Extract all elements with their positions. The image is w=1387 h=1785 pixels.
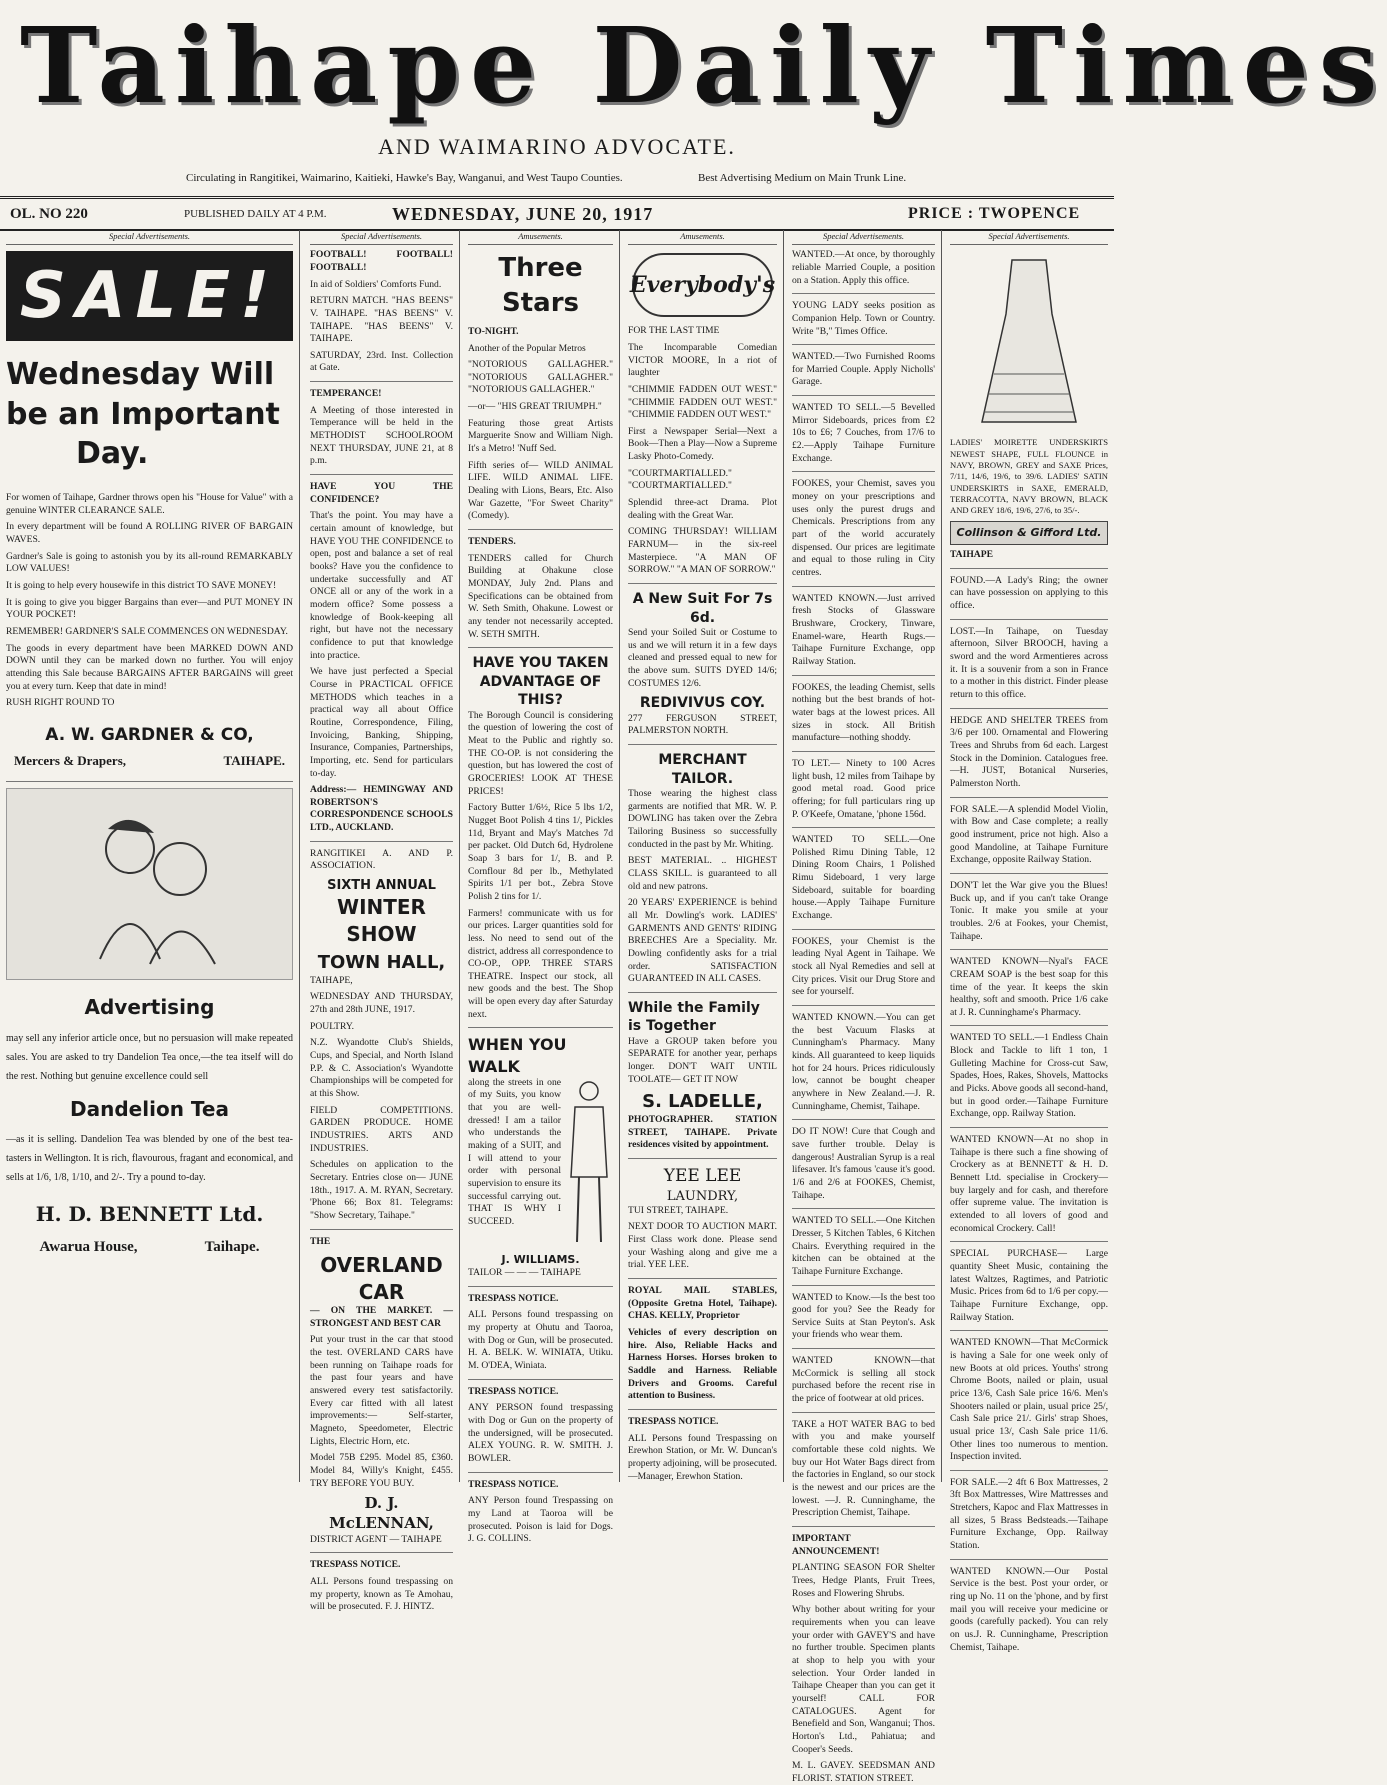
column-4 bbox=[622, 230, 784, 1482]
ad-text: Put your trust in the car that stood the test. OVERLAND CARS have been running on Taihape roads for the past four years and have answered every test satisfactorily. Every car fitted with all latest improvements:— Self-starter, Magneto, Speedometer, Electric Lights, Electric Horn, etc. bbox=[310, 1334, 453, 1447]
ad-heading: LAUNDRY, bbox=[666, 1188, 739, 1204]
ad-heading: S. LADELLE, bbox=[642, 1091, 763, 1113]
divider bbox=[950, 1241, 1108, 1242]
ad-heading: FOOTBALL! FOOTBALL! FOOTBALL! bbox=[310, 249, 453, 273]
ad-heading: TRESPASS NOTICE. bbox=[310, 1559, 401, 1571]
divider bbox=[310, 474, 453, 475]
headline: Day. bbox=[76, 436, 149, 472]
ad-heading: WINTER SHOW bbox=[337, 895, 426, 946]
ad-heading: OVERLAND CAR bbox=[320, 1253, 443, 1304]
ad-text: LADIES' MOIRETTE UNDERSKIRTS NEWEST SHAPE, FULL FLOUNCE in NAVY, BROWN, GREY and SAXE Prices, 7/11, 14/6, 19/6, to 39/6. LADIES' SATIN UNDERSKIRTS in SAXE, EMERALD, TERRACOTTA, NAVY BROWN, BLACK AND GREY 18/6, 19/6, 27/6, to 35/-. bbox=[950, 437, 1108, 516]
newspaper-subtitle: AND WAIMARINO ADVOCATE. bbox=[378, 134, 736, 159]
ad-text: The goods in every department have been MARKED DOWN AND DOWN until they can be marked down no further. You will enjoy attending this Sale because BARGAINS AFTER BARGAINS will greet you at every turn. Keep that date in mind! bbox=[6, 642, 293, 692]
ad-heading: TRESPASS NOTICE. bbox=[468, 1478, 559, 1490]
classified-ad: WANTED.—Two Furnished Rooms for Married Couple. Apply Nicholls' Garage. bbox=[792, 351, 935, 388]
ad-text: The Borough Council is considering the question of lowering the cost of Meat to the Public and rightly so. THE CO-OP. is not considering the question, but has lowered the cost of GROCERIES! LOOK AT THESE PRICES! bbox=[468, 709, 613, 797]
ad-text: That's the point. You may have a certain amount of knowledge, but HAVE YOU THE CONFIDENCE to open, post and balance a set of real books? Have you the confidence to undertake successfully and AT ONCE all or any of the work in a modern office? Some possess a knowledge of Book-keeping all right, but have not the necessary confidence to put that knowledge into practice. bbox=[310, 510, 453, 661]
ad-text: We have just perfected a Special Course in PRACTICAL OFFICE METHODS which teaches in a practical way all about Office Routine, Correspondence, Filing, Invoicing, Banking, Shipping, Insurance, Companies, Partnerships, Importing, etc. Send for particulars to-day. bbox=[310, 666, 453, 779]
ad-text: Splendid three-act Drama. Plot dealing with the Great War. bbox=[628, 497, 777, 521]
divider bbox=[792, 1119, 935, 1120]
classified-ad: WANTED TO SELL.—5 Bevelled Mirror Sideboards, prices from £2 10s to £6; 7 Couches, from 17/6 to £2.—Apply Taihape Furniture Exchange. bbox=[792, 402, 935, 464]
ad-text: Vehicles of every description on hire. Also, Reliable Hacks and Harness Horses. Horses broken to Saddle and Harness. Reliable Drivers and Grooms. Careful attention to Business. bbox=[628, 1326, 777, 1402]
ad-text: M. L. GAVEY. SEEDSMAN AND FLORIST. STATION STREET. bbox=[792, 1760, 935, 1784]
underskirt-icon bbox=[964, 254, 1094, 429]
headline: be an Important bbox=[6, 396, 280, 432]
divider bbox=[792, 675, 935, 676]
ad-text: WEDNESDAY AND THURSDAY, 27th and 28th JUNE, 1917. bbox=[310, 991, 453, 1016]
divider bbox=[792, 1526, 935, 1527]
column-heading: Amusements. bbox=[628, 230, 777, 245]
ad-text: For women of Taihape, Gardner throws open his "House for Value" with a genuine WINTER CLEARANCE SALE. bbox=[6, 492, 293, 516]
ad-heading: Three Stars bbox=[498, 253, 583, 318]
ad-heading: IMPORTANT ANNOUNCEMENT! bbox=[792, 1533, 880, 1557]
column-3 bbox=[462, 230, 620, 1545]
column-6 bbox=[944, 230, 1114, 1653]
ad-heading: TENDERS. bbox=[468, 536, 516, 548]
divider bbox=[6, 781, 293, 782]
underskirt-illustration bbox=[950, 251, 1108, 431]
firm-town: TAIHAPE. bbox=[223, 753, 285, 769]
ad-text: FOR THE LAST TIME bbox=[628, 325, 720, 337]
divider bbox=[792, 1348, 935, 1349]
ad-text: RANGITIKEI A. AND P. ASSOCIATION. bbox=[310, 847, 453, 872]
ad-text: TUI STREET, TAIHAPE. bbox=[628, 1204, 729, 1216]
ad-text: RETURN MATCH. "HAS BEENS" V. TAIHAPE. "HAS BEENS" V. TAIHAPE. "HAS BEENS" V. TAIHAPE. bbox=[310, 295, 453, 345]
divider bbox=[792, 395, 935, 396]
divider bbox=[792, 293, 935, 294]
classified-ad: WANTED.—At once, by thoroughly reliable Married Couple, a position on a Station. Apply this office. bbox=[792, 249, 935, 286]
divider bbox=[310, 381, 453, 382]
ad-heading: REDIVIVUS COY. bbox=[639, 695, 766, 712]
firm-name: A. W. GARDNER & CO, bbox=[45, 724, 254, 745]
ad-heading: SIXTH ANNUAL bbox=[327, 878, 436, 894]
ad-text: It is going to help every housewife in this district TO SAVE MONEY! bbox=[6, 579, 277, 591]
divider bbox=[792, 827, 935, 828]
divider bbox=[792, 1208, 935, 1209]
ad-text: First a Newspaper Serial—Next a Book—Then a Play—Now a Supreme Lasky Photo-Comedy. bbox=[628, 425, 777, 463]
ad-text: In every department will be found A ROLLING RIVER OF BARGAIN WAVES. bbox=[6, 521, 293, 545]
man-in-suit-icon bbox=[565, 1077, 613, 1247]
bennett-town: Taihape. bbox=[204, 1238, 260, 1255]
classified-ad: FOOKES, the leading Chemist, sells nothing but the best brands of hot-water bags at the lowest prices. All sizes in stock. All British manufacture—nothing shoddy. bbox=[792, 681, 935, 744]
column-heading: Special Advertisements. bbox=[310, 230, 453, 245]
ad-heading: TRESPASS NOTICE. bbox=[468, 1292, 559, 1304]
divider bbox=[950, 1559, 1108, 1560]
couple-illustration bbox=[6, 788, 293, 980]
divider bbox=[950, 1470, 1108, 1471]
tea-title: Dandelion Tea bbox=[70, 1096, 229, 1121]
divider bbox=[468, 647, 613, 648]
divider bbox=[792, 751, 935, 752]
ad-text: TAIHAPE bbox=[950, 549, 993, 561]
ad-text: TO-NIGHT. bbox=[468, 325, 519, 337]
firm-trade: Mercers & Drapers, bbox=[14, 753, 127, 769]
sale-banner: SALE! bbox=[6, 251, 293, 341]
divider bbox=[792, 344, 935, 345]
dateline bbox=[0, 196, 1114, 231]
masthead bbox=[0, 0, 1387, 196]
ad-text: N.Z. Wyandotte Club's Shields, Cups, and Special, and North Island P.P. & C. Association's Wyandotte Championships will be competed for at this Show. bbox=[310, 1037, 453, 1100]
divider bbox=[628, 583, 777, 584]
ad-heading: POULTRY. bbox=[310, 1020, 354, 1032]
ad-text: Those wearing the highest class garments are notified that MR. W. P. DOWLING has taken over the Zebra Tailoring Business so successfully conducted in the past by Mr. Whiting. bbox=[628, 787, 777, 850]
advertising-title: Advertising bbox=[84, 995, 215, 1020]
classified-ad: LOST.—In Taihape, on Tuesday afternoon, Silver BROOCH, having a sword and the word Armentieres across it. It is a souvenir from a son in France to a mother in this district. Finder please return to this office. bbox=[950, 625, 1108, 701]
ad-text: REMEMBER! GARDNER'S SALE COMMENCES ON WEDNESDAY. bbox=[6, 625, 288, 637]
ad-text: ANY PERSON found trespassing with Dog or Gun on the property of the undersigned, will be prosecuted. ALEX YOUNG. R. W. SMITH. J. BOWLER. bbox=[468, 1402, 613, 1465]
ad-text: In aid of Soldiers' Comforts Fund. bbox=[310, 278, 442, 290]
divider bbox=[310, 1229, 453, 1230]
ad-text: TAIHAPE, bbox=[310, 974, 353, 986]
divider bbox=[950, 797, 1108, 798]
classified-ad: WANTED KNOWN.—You can get the best Vacuum Flasks at Cunningham's Pharmacy. Many kinds. All guaranteed to keep liquids hot for 24 hours. Prices ridiculously low, cannot be bought cheaper anywhere in New Zealand.—J. R. Cunninghame, Chemist, Taihape. bbox=[792, 1012, 935, 1112]
firm-line bbox=[14, 752, 285, 769]
column-heading: Special Advertisements. bbox=[6, 230, 293, 245]
ad-text: along the streets in one of my Suits, you know that you are well-dressed! I am a tailor who understands the making of a SUIT, and I will attend to your order with personal supervision to ensure its successful carrying out. THAT IS WHY I SUCCEED. bbox=[468, 1076, 561, 1227]
ad-text: COMING THURSDAY! WILLIAM FARNUM— in the six-reel Masterpiece. "A MAN OF SORROW." "A MAN OF SORROW." bbox=[628, 526, 777, 576]
volume-number: OL. NO 220 bbox=[10, 206, 88, 222]
walk-ad bbox=[468, 1077, 613, 1247]
divider bbox=[950, 619, 1108, 620]
ad-text: Featuring those great Artists Marguerite Snow and William Nigh. It's a Metro! 'Nuff Sed. bbox=[468, 417, 613, 455]
ad-text: TENDERS called for Church Building at Ohakune close MONDAY, July 2nd. Plans and Specifications can be obtained from W. Seth Smith, Ohakune. Lowest or any tender not necessarily accepted. W. SETH SMITH. bbox=[468, 552, 613, 640]
classified-ad: TAKE a HOT WATER BAG to bed with you and make yourself comfortable these cold nights. We buy our Hot Water Bags direct from the factories in England, so our stock is the newest and our prices are the lowest. —J. R. Cunninghame, the Prescription Chemist, Taihape. bbox=[792, 1418, 935, 1519]
classified-ad: WANTED KNOWN—Nyal's FACE CREAM SOAP is the best soap for this time of the year. It keeps the skin healthy, soft and smooth. Price 1/6 cake at J. R. Cunninghame's Pharmacy. bbox=[950, 956, 1108, 1018]
ad-heading: TRESPASS NOTICE. bbox=[468, 1385, 559, 1397]
divider bbox=[792, 1412, 935, 1413]
ad-text: PLANTING SEASON FOR Shelter Trees, Hedge Plants, Fruit Trees, Roses and Flowering Shrubs. bbox=[792, 1562, 935, 1599]
ad-heading: HAVE YOU THE CONFIDENCE? bbox=[310, 481, 453, 505]
column-1 bbox=[0, 230, 300, 1482]
divider bbox=[468, 1027, 613, 1028]
ad-text: "NOTORIOUS GALLAGHER." "NOTORIOUS GALLAGHER." "NOTORIOUS GALLAGHER." bbox=[468, 359, 613, 396]
circulation-line: Circulating in Rangitikei, Waimarino, Kaitieki, Hawke's Bay, Wanganui, and West Taupo Counties. bbox=[186, 172, 623, 184]
ad-text: Another of the Popular Metros bbox=[468, 342, 586, 354]
ad-heading: While the Family is Together bbox=[628, 999, 760, 1035]
ad-heading: TEMPERANCE! bbox=[310, 388, 382, 400]
ad-text: "CHIMMIE FADDEN OUT WEST." "CHIMMIE FADDEN OUT WEST." "CHIMMIE FADDEN OUT WEST." bbox=[628, 383, 777, 421]
divider bbox=[792, 929, 935, 930]
ad-text: TAILOR — — — TAIHAPE bbox=[468, 1267, 581, 1279]
classified-ad: WANTED to Know.—Is the best too good for you? See the Ready for Service Suits at Stan Peyton's. Ask your friends who wear them. bbox=[792, 1291, 935, 1341]
ad-text: Gardner's Sale is going to astonish you by its all-round REMARKABLY LOW VALUES! bbox=[6, 550, 293, 575]
ad-text: It is going to give you bigger Bargains than ever—and PUT MONEY IN YOUR POCKET! bbox=[6, 596, 293, 621]
divider bbox=[468, 529, 613, 530]
classified-ad: FOUND.—A Lady's Ring; the owner can have possession on applying to this office. bbox=[950, 574, 1108, 612]
divider bbox=[792, 1005, 935, 1006]
classified-ad: WANTED KNOWN—that McCormick is selling all stock purchased before the recent rise in the price of footwear at old prices. bbox=[792, 1355, 935, 1405]
ad-text: DISTRICT AGENT — TAIHAPE bbox=[310, 1533, 442, 1545]
ad-heading: THE bbox=[310, 1235, 331, 1247]
divider bbox=[950, 873, 1108, 874]
classified-ad: WANTED TO SELL.—One Polished Rimu Dining Table, 12 Dining Room Chairs, 1 Polished Rimu Sideboard, 1 very large Sideboard, suitable for boarding house.—Apply Taihape Furniture Exchange. bbox=[792, 834, 935, 922]
collinson-logo: Collinson & Gifford Ltd. bbox=[950, 521, 1108, 546]
couple-icon bbox=[50, 799, 250, 969]
divider bbox=[950, 568, 1108, 569]
column-2 bbox=[304, 230, 460, 1613]
bennett-address: Awarua House, bbox=[39, 1238, 138, 1255]
ad-heading: A New Suit For 7s 6d. bbox=[632, 591, 773, 626]
divider bbox=[792, 471, 935, 472]
classified-ad: DO IT NOW! Cure that Cough and save further trouble. Delay is dangerous! Australian Syrup is a real lifesaver. It's famous 'cause it's good. 1/6 and 2/6 at FOOKES, Chemist, Taihape. bbox=[792, 1126, 935, 1201]
column-heading: Amusements. bbox=[468, 230, 613, 245]
classified-ad: FOOKES, your Chemist is the leading Nyal Agent in Taihape. We stock all Nyal Remedies and sell at City prices. Visit our Drug Store and see for yourself. bbox=[792, 935, 935, 998]
classified-ad: WANTED KNOWN—That McCormick is having a Sale for one week only of new Boots at old prices. Youths' strong Chrome Boots, nailed or plain, usual price 13/6, Cash Sale price 16/6. Men's Shooters nailed or plain, usual price 25/, Cash Sale price 21/. Girls' strap Shoes, usual price 13/, Cash Sale price 11/6. Other lines too numerous to mention. Inspection invited. bbox=[950, 1337, 1108, 1463]
divider bbox=[628, 1278, 777, 1279]
classified-ad: FOOKES, your Chemist, saves you money on your prescriptions and uses only the purest drugs and Chemicals. Prescriptions from any part of the world accurately dispensed. Our prices are legitimate and equal to those ruling in City centres. bbox=[792, 478, 935, 578]
divider bbox=[310, 1552, 453, 1553]
ad-heading: TOWN HALL, bbox=[317, 952, 446, 974]
classified-ad: WANTED TO SELL.—One Kitchen Dresser, 5 Kitchen Tables, 6 Kitchen Chairs. Everything required in the kitchen can be obtained at the Taihape Furniture Exchange. bbox=[792, 1215, 935, 1277]
divider bbox=[792, 586, 935, 587]
divider bbox=[310, 841, 453, 842]
classified-ad: TO LET.— Ninety to 100 Acres light bush, 12 miles from Taihape by good metal road. Good price offering; for full particulars ring up P. O'Keefe, Omatane, 'phone 156d. bbox=[792, 757, 935, 820]
published-note: PUBLISHED DAILY AT 4 P.M. bbox=[184, 208, 327, 220]
ad-text: SATURDAY, 23rd. Inst. Collection at Gate. bbox=[310, 349, 453, 374]
bennett-name: H. D. BENNETT Ltd. bbox=[35, 1202, 264, 1227]
column-heading: Special Advertisements. bbox=[950, 230, 1108, 245]
divider bbox=[628, 1158, 777, 1159]
ad-text: PHOTOGRAPHER. STATION STREET, TAIHAPE. Private residences visited by appointment. bbox=[628, 1114, 777, 1151]
classified-ad: WANTED KNOWN.—Our Postal Service is the best. Post your order, or ring up No. 11 on the 'phone, and by first mail you will receive your medicine or goods (carefully packed). You can rely on us.J. R. Cunninghame, Prescription Chemist, Taihape. bbox=[950, 1565, 1108, 1653]
classified-ad: YOUNG LADY seeks position as Companion Help. Town or Country. Write "B," Times Office. bbox=[792, 300, 935, 337]
ad-text: A Meeting of those interested in Temperance will be held in the METHODIST SCHOOLROOM NEXT THURSDAY, JUNE 21, at 8 p.m. bbox=[310, 404, 453, 467]
ad-text: Model 75B £295. Model 85, £360. Model 84, Willy's Knight, £455. TRY BEFORE YOU BUY. bbox=[310, 1452, 453, 1489]
divider bbox=[792, 1285, 935, 1286]
ad-text: 20 YEARS' EXPERIENCE is behind all Mr. Dowling's work. LADIES' GARMENTS AND GENTS' RIDING BREECHES Are a Speciality. Mr. Dowling confidently asks for a trial order. SATISFACTION GUARANTEED IN ALL CASES. bbox=[628, 897, 777, 985]
divider bbox=[950, 708, 1108, 709]
column-5 bbox=[786, 230, 942, 1784]
ad-heading: HAVE YOU TAKEN ADVANTAGE OF THIS? bbox=[472, 655, 609, 709]
divider bbox=[628, 1409, 777, 1410]
ad-heading: WHEN YOU WALK bbox=[468, 1035, 567, 1076]
ad-heading: D. J. McLENNAN, bbox=[329, 1494, 434, 1533]
ad-text: 277 FERGUSON STREET, PALMERSTON NORTH. bbox=[628, 712, 777, 737]
classified-ad: SPECIAL PURCHASE— Large quantity Sheet Music, containing the latest Waltzes, Ragtimes, and Patriotic Music. Prices from 6d to 1/6 per copy.—Taihape Furniture Exchange, opp. Railway Station. bbox=[950, 1248, 1108, 1323]
divider bbox=[950, 1025, 1108, 1026]
classified-ad: DON'T let the War give you the Blues! Buck up, and if you can't take Orange Tonic. It make you smile at your troubles. 2/6 at Fookes, your Chemist, Taihape. bbox=[950, 879, 1108, 942]
divider bbox=[950, 1127, 1108, 1128]
ad-text: Farmers! communicate with us for our prices. Larger quantities sold for less. No need to send out of the district, address all correspondence to CO-OP., OPP. THREE STARS THEATRE. Inspect our stock, all new goods and the best. The Shop will be open every day after Saturday next. bbox=[468, 907, 613, 1020]
theatre-logo: Everybody's bbox=[632, 253, 773, 317]
ad-heading: YEE LEE bbox=[663, 1166, 742, 1187]
ad-text: FIELD COMPETITIONS. GARDEN PRODUCE. HOME INDUSTRIES. ARTS AND INDUSTRIES. bbox=[310, 1104, 453, 1154]
classified-ad: FOR SALE.—2 4ft 6 Box Mattresses, 2 3ft Box Mattresses, Wire Mattresses and Stretchers, Kapoc and Flax Mattresses in all sizes, 5 Brass Bedsteads.—Taihape Furniture Exchange, Opp. Railway Station. bbox=[950, 1476, 1108, 1552]
divider bbox=[628, 992, 777, 993]
ad-text: Have a GROUP taken before you SEPARATE for another year, perhaps longer. DON'T WAIT UNTIL TOOLATE— GET IT NOW bbox=[628, 1035, 777, 1085]
ad-text: ALL Persons found trespassing on my property, known as Te Amohau, will be prosecuted. F. J. HINTZ. bbox=[310, 1576, 453, 1613]
ad-text: Factory Butter 1/6½, Rice 5 lbs 1/2, Nugget Boot Polish 4 tins 1/, Pickles 11d, Bryant and May's Matches 7d per packet. Old Dutch 6d, Hydrolene Soap 3 bars for 1/, B. and P. Cornflour 8d per lb., Methylated Spirits 1/1 per bot., Zebra Stove Polish 2 tins for 1/. bbox=[468, 802, 613, 902]
divider bbox=[468, 1472, 613, 1473]
classified-ad: FOR SALE.—A splendid Model Violin, with Bow and Case complete; a really good instrument, price not high. Also a good Mandoline, at Taihape Furniture Exchange, opposite Railway Station. bbox=[950, 803, 1108, 866]
ad-text: — ON THE MARKET. — STRONGEST AND BEST CAR bbox=[310, 1305, 453, 1329]
ad-text: ALL Persons found trespassing on my property at Ohutu and Taoroa, with Dog or Gun, will be prosecuted. H. A. BELK. W. WINIATA, Utiku. M. O'DEA, Winiata. bbox=[468, 1309, 613, 1372]
headline: Wednesday Will bbox=[6, 357, 275, 393]
classified-ad: WANTED TO SELL.—1 Endless Chain Block and Tackle to lift 1 ton, 1 Gulleting Machine for Cross-cut Saw, Spades, Hoes, Rakes, Shovels, Mattocks and Picks. Above goods all second-hand, but in good order.—Taihape Furniture Exchange, opp. Railway Station. bbox=[950, 1032, 1108, 1120]
ad-heading: TRESPASS NOTICE. bbox=[628, 1415, 719, 1427]
ad-text: Address:— HEMINGWAY AND ROBERTSON'S CORRESPONDENCE SCHOOLS LTD., AUCKLAND. bbox=[310, 784, 453, 834]
bennett-line bbox=[6, 1238, 293, 1258]
ad-text: RUSH RIGHT ROUND TO bbox=[6, 697, 115, 709]
divider bbox=[468, 1286, 613, 1287]
column-heading: Special Advertisements. bbox=[792, 230, 935, 245]
ad-text: NEXT DOOR TO AUCTION MART. First Class work done. Please send your Washing along and give me a trial. YEE LEE. bbox=[628, 1221, 777, 1271]
classified-ad: HEDGE AND SHELTER TREES from 3/6 per 100. Ornamental and Flowering Trees and Shrubs from 6d each. Largest Stock in the Dominion. Catalogues free.—H. JUST, Botanical Nurseries, Palmerston North. bbox=[950, 714, 1108, 789]
issue-date: WEDNESDAY, JUNE 20, 1917 bbox=[392, 204, 654, 224]
newspaper-title: Taihape Daily Times bbox=[20, 4, 1387, 127]
ad-text: ANY Person found Trespassing on my Land at Taoroa will be prosecuted. Poison is laid for Dogs. J. G. COLLINS. bbox=[468, 1495, 613, 1545]
advertising-line: Best Advertising Medium on Main Trunk Line. bbox=[698, 172, 907, 184]
divider bbox=[468, 1379, 613, 1380]
classified-ad: WANTED KNOWN—At no shop in Taihape is there such a fine showing of Crockery as at BENNETT & H. D. Bennett Ltd. specialise in Crockery—buy largely and for cash, and therefore offer supreme value. The invitation is extended to all lovers of good and economical Crockery. Call! bbox=[950, 1134, 1108, 1234]
ad-text: ALL Persons found Trespassing on Erewhon Station, or Mr. W. Duncan's property adjoining, will be prosecuted.—Manager, Erewhon Station. bbox=[628, 1432, 777, 1482]
classified-ad: WANTED KNOWN.—Just arrived fresh Stocks of Glassware Brushware, Crockery, Tinware, Enamel-ware, Hearth Rugs.—Taihape Furniture Exchange, opp Railway Station. bbox=[792, 592, 935, 667]
divider bbox=[950, 949, 1108, 950]
ad-text: BEST MATERIAL. .. HIGHEST CLASS SKILL. is guaranteed to all old and new patrons. bbox=[628, 855, 777, 892]
ad-text: Fifth series of— WILD ANIMAL LIFE. WILD ANIMAL LIFE. Dealing with Lions, Bears, Etc. Also War Gazette, "For Sweet Charity" (Comedy). bbox=[468, 459, 613, 522]
ad-heading: ROYAL MAIL STABLES, (Opposite Gretna Hotel, Taihape). CHAS. KELLY, Proprietor bbox=[628, 1284, 777, 1322]
divider bbox=[628, 744, 777, 745]
divider bbox=[950, 1330, 1108, 1331]
ad-heading: MERCHANT TAILOR. bbox=[658, 752, 747, 787]
ad-text: may sell any inferior article once, but no persuasion will make repeated sales. You are asked to try Dandelion Tea once,—the tea itself will do the rest. Nothing but genuine excellence could sell bbox=[6, 1032, 293, 1082]
ad-text: —as it is selling. Dandelion Tea was blended by one of the best tea-tasters in Wellington. It is rich, flavourous, fragant and economical, and sells at 1/6, 1/8, 1/10, and 2/-. Try a pound to-day. bbox=[6, 1134, 293, 1184]
ad-text: Why bother about writing for your requirements when you can leave your order with GAVEY'S and have no further trouble. Specimen plants at shop to help you with your selection. Your Order landed in Taihape Cheaper than you can get it yourself! CALL FOR CATALOGUES. Agent for Benefield and Son, Wanganui; Thos. Horton's Ltd., Pahiatua; and Cooper's Seeds. bbox=[792, 1604, 935, 1755]
ad-text: The Incomparable Comedian VICTOR MOORE, In a riot of laughter bbox=[628, 341, 777, 379]
ad-text: —or— "HIS GREAT TRIUMPH." bbox=[468, 401, 602, 413]
price: PRICE : TWOPENCE bbox=[908, 205, 1081, 222]
ad-text: Schedules on application to the Secretary. Entries close on— JUNE 18th., 1917. A. M. RYAN, Secretary. 'Phone 66; Box 81. Telegrams: "Show Secretary, Taihape." bbox=[310, 1159, 453, 1221]
ad-heading: J. WILLIAMS. bbox=[501, 1252, 580, 1266]
ad-text: "COURTMARTIALLED." "COURTMARTIALLED." bbox=[628, 467, 732, 492]
ad-text: Send your Soiled Suit or Costume to us and we will return it in a few days cleaned and pressed equal to new for the above sum. SUITS DYED 14/6; COSTUMES 12/6. bbox=[628, 626, 777, 689]
